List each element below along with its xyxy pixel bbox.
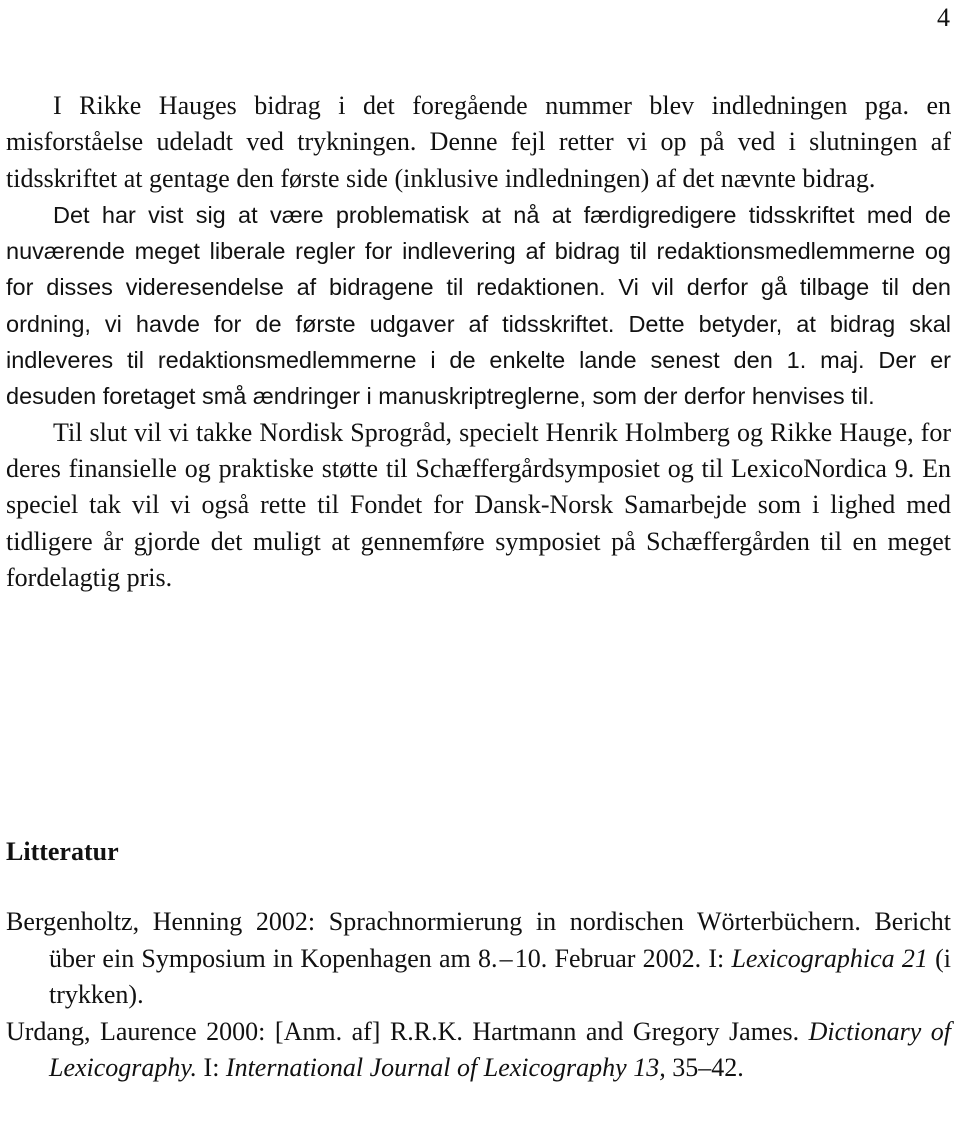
paragraph-deadline: Det har vist sig at være problematisk at nå at færdigredigere tidsskriftet med de nuværende meget liberale regler for indlevering af bidrag til redaktionsmedlemmerne og for disses videresendelse af bidragene til redaktionen. Vi vil derfor gå tilbage til den ordning, vi havde for de første udgaver af tidsskriftet. Dette betyder, at bidrag skal indleveres til redaktionsmedlemmerne i de enkelte lande senest den 1. maj. Der er desuden foretaget små ændringer i manuskriptreglerne, som der derfor henvises til.	[6, 201, 951, 410]
reference-item	[6, 904, 951, 1014]
reference-item	[6, 1014, 951, 1087]
paragraph-intro: I Rikke Hauges bidrag i det foregående nummer blev indledningen pga. en misforståelse udeladt ved trykningen. Denne fejl retter vi op på ved i slutningen af tidsskriftet at gentage den første side (inklusive indledningen) af det nævnte bidrag.	[6, 91, 951, 193]
reference-text: Urdang, Laurence 2000: [Anm. af] R.R.K. Hartmann and Gregory James.	[6, 1016, 809, 1046]
page-number: 4	[937, 3, 950, 32]
reference-text: Bergenholtz, Henning 2002: Sprachnormierung in nordischen Wörterbüchern. Bericht über ein Symposium in Kopenhagen am 8. – 10. Februar 2002. I:	[6, 907, 951, 973]
paragraph-thanks: Til slut vil vi takke Nordisk Sprogråd, specielt Henrik Holmberg og Rikke Hauge, for deres finansielle og praktiske støtte til Schæffergårdsymposiet og til LexicoNordica 9. En speciel tak vil vi også rette til Fondet for Dansk-Norsk Samarbejde som i lighed med tidligere år gjorde det muligt at gennemføre symposiet på Schæffergården til en meget fordelagtig pris.	[6, 417, 951, 592]
reference-text: I:	[197, 1053, 226, 1082]
body-text	[6, 88, 951, 596]
reference-book-title: Dictionary of Lexicography.	[49, 1016, 951, 1082]
reference-list	[6, 904, 951, 1087]
reference-journal-title: Lexicographica 21	[731, 943, 928, 973]
reference-text: (i trykken).	[49, 943, 952, 1009]
reference-journal-title: International Journal of Lexicography 13,	[225, 1053, 666, 1082]
reference-text: 35–42.	[665, 1053, 744, 1082]
section-heading-literature: Litteratur	[6, 837, 119, 866]
